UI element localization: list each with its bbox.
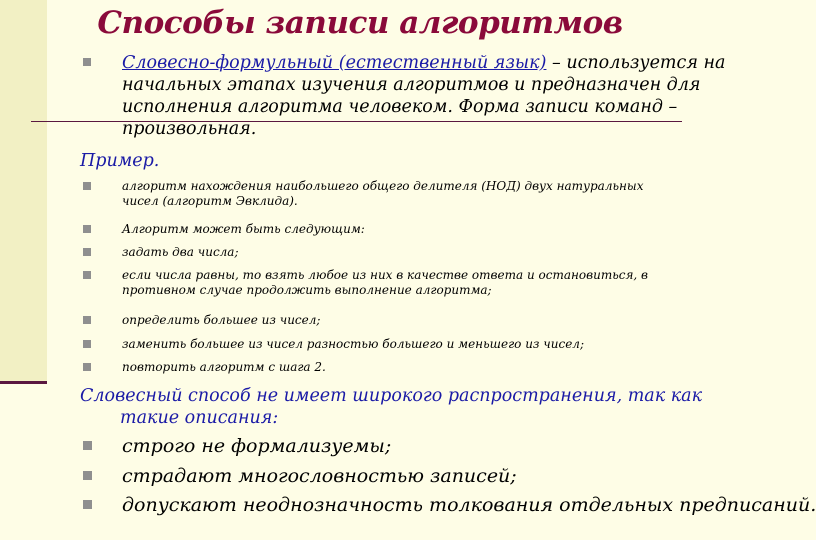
intro-line-1-rest: – используется на (546, 53, 726, 73)
bullet-icon (83, 248, 91, 256)
bullet-icon (83, 363, 91, 371)
step-item (122, 337, 716, 352)
bullet-icon (83, 225, 91, 233)
intro-line-4: произвольная. (122, 119, 257, 139)
step-line: определить большее из чисел; (122, 313, 321, 327)
step-line: чисел (алгоритм Эвклида). (122, 194, 298, 208)
step-item (122, 313, 716, 328)
summary-line-1: Словесный способ не имеет широкого распространения, так как (80, 386, 703, 406)
bullet-icon (83, 58, 91, 66)
drawback-item: страдают многословностью записей; (122, 465, 517, 487)
left-decor-rule (0, 381, 47, 384)
step-item (122, 268, 716, 298)
intro-line-2: начальных этапах изучения алгоритмов и предназначен для (122, 75, 701, 95)
step-line: Алгоритм может быть следующим: (122, 222, 365, 236)
step-line: повторить алгоритм с шага 2. (122, 360, 326, 374)
step-item (122, 222, 716, 237)
bullet-icon (83, 471, 92, 480)
step-item (122, 360, 716, 375)
step-item (122, 179, 716, 209)
left-decor-band (0, 0, 47, 382)
step-item (122, 245, 716, 260)
intro-line-1 (122, 52, 726, 74)
bullet-icon (83, 182, 91, 190)
bullet-icon (83, 500, 92, 509)
drawback-item: строго не формализуемы; (122, 435, 392, 457)
bullet-icon (83, 340, 91, 348)
intro-paragraph (122, 52, 726, 140)
step-line: противном случае продолжить выполнение алгоритма; (122, 283, 492, 297)
step-line: заменить большее из чисел разностью большего и меньшего из чисел; (122, 337, 584, 351)
drawback-item: допускают неоднозначность толкования отдельных предписаний. (122, 494, 816, 516)
summary-paragraph (80, 385, 703, 429)
slide-title: Способы записи алгоритмов (97, 5, 623, 41)
summary-line-2: такие описания: (120, 408, 279, 428)
bullet-icon (83, 316, 91, 324)
intro-line-3: исполнения алгоритма человеком. Форма записи команд – (122, 97, 678, 117)
example-label: Пример. (80, 151, 160, 171)
bullet-icon (83, 441, 92, 450)
intro-term: Словесно-формульный (естественный язык) (122, 53, 547, 73)
step-line: если числа равны, то взять любое из них в качестве ответа и остановиться, в (122, 268, 649, 282)
step-line: задать два числа; (122, 245, 239, 259)
bullet-icon (83, 271, 91, 279)
step-line: алгоритм нахождения наибольшего общего делителя (НОД) двух натуральных (122, 179, 644, 193)
